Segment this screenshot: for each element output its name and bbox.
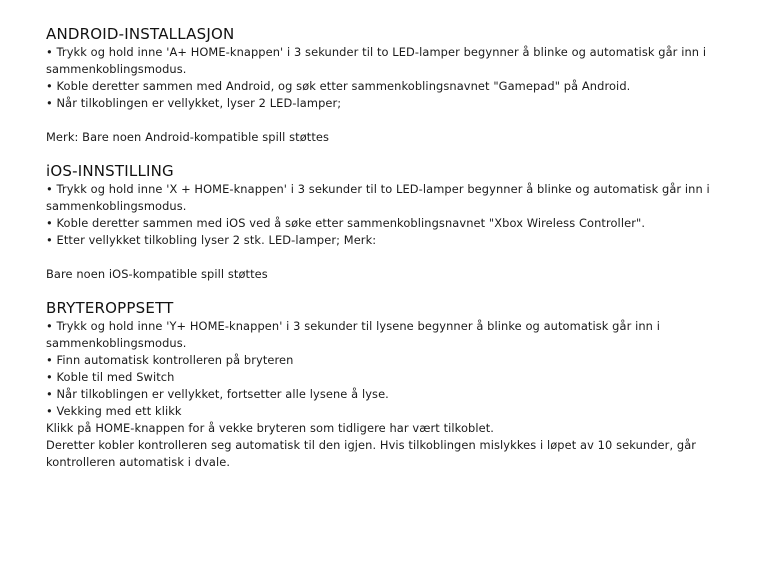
ios-line: • Etter vellykket tilkobling lyser 2 stk. LED-lamper; Merk: bbox=[46, 233, 377, 247]
switch-line: • Trykk og hold inne 'Y+ HOME-knappen' i 3 sekunder til lysene begynner å blinke og automatisk går inn i bbox=[46, 319, 660, 333]
switch-line: • Finn automatisk kontrolleren på bryteren bbox=[46, 353, 294, 367]
switch-line: • Når tilkoblingen er vellykket, fortsetter alle lysene å lyse. bbox=[46, 387, 389, 401]
switch-line: sammenkoblingsmodus. bbox=[46, 336, 187, 350]
ios-note: Bare noen iOS-kompatible spill støttes bbox=[46, 267, 268, 281]
android-line: • Trykk og hold inne 'A+ HOME-knappen' i 3 sekunder til to LED-lamper begynner å blinke og automatisk går inn i bbox=[46, 45, 707, 59]
spacer bbox=[46, 283, 725, 299]
ios-heading: iOS-INNSTILLING bbox=[46, 162, 174, 180]
spacer bbox=[46, 146, 725, 162]
ios-line: • Trykk og hold inne 'X + HOME-knappen' i 3 sekunder til to LED-lamper begynner å blinke og automatisk går inn i bbox=[46, 182, 710, 196]
android-line: • Koble deretter sammen med Android, og søk etter sammenkoblingsnavnet "Gamepad" på Android. bbox=[46, 79, 631, 93]
ios-line: sammenkoblingsmodus. bbox=[46, 199, 187, 213]
switch-line: Klikk på HOME-knappen for å vekke bryteren som tidligere har vært tilkoblet. bbox=[46, 421, 495, 435]
switch-line: • Koble til med Switch bbox=[46, 370, 175, 384]
android-note: Merk: Bare noen Android-kompatible spill støttes bbox=[46, 130, 330, 144]
switch-heading: BRYTEROPPSETT bbox=[46, 299, 174, 317]
switch-line: • Vekking med ett klikk bbox=[46, 404, 182, 418]
switch-section bbox=[46, 299, 725, 471]
android-heading: ANDROID-INSTALLASJON bbox=[46, 25, 235, 43]
spacer bbox=[46, 112, 725, 129]
spacer bbox=[46, 249, 725, 266]
switch-line: Deretter kobler kontrolleren seg automatisk til den igjen. Hvis tilkoblingen mislykkes i løpet av 10 sekunder, går bbox=[46, 438, 697, 452]
android-section bbox=[46, 25, 725, 146]
android-line: • Når tilkoblingen er vellykket, lyser 2 LED-lamper; bbox=[46, 96, 342, 110]
android-line: sammenkoblingsmodus. bbox=[46, 62, 187, 76]
switch-line: kontrolleren automatisk i dvale. bbox=[46, 455, 231, 469]
ios-section bbox=[46, 162, 725, 283]
ios-line: • Koble deretter sammen med iOS ved å søke etter sammenkoblingsnavnet "Xbox Wireless Controller". bbox=[46, 216, 646, 230]
